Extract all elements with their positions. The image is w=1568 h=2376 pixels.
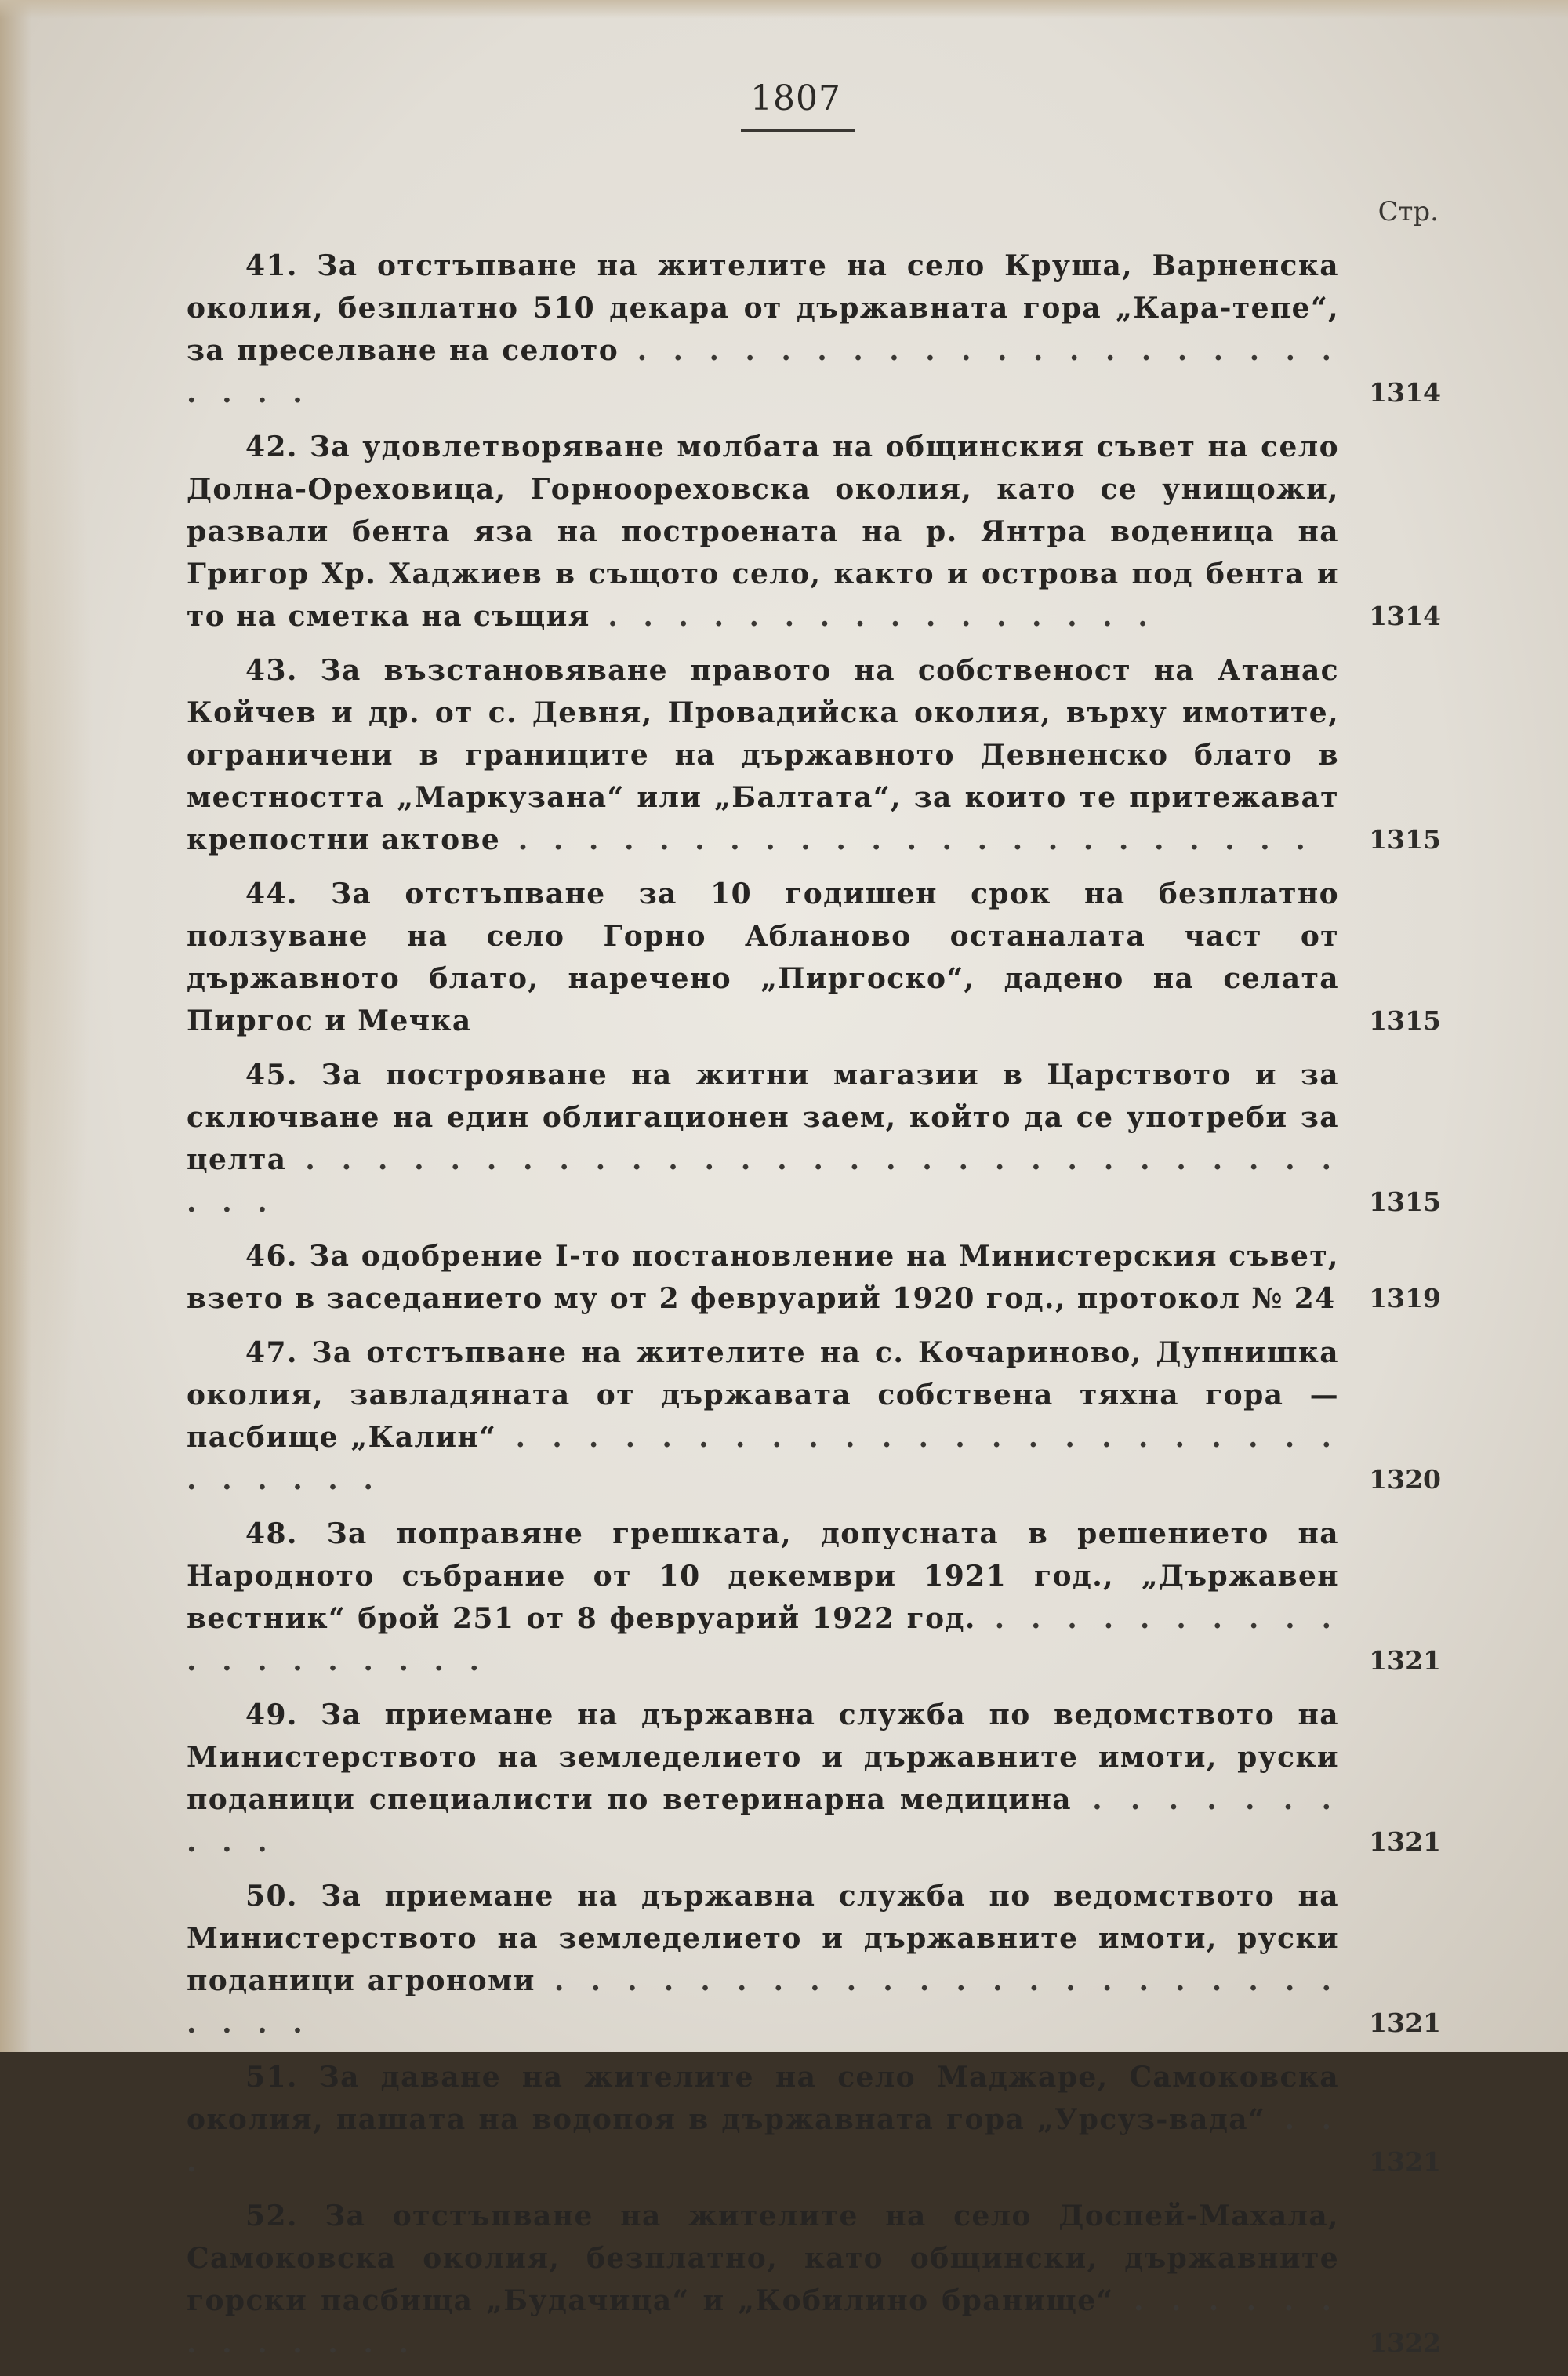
- paper-stain: [8, 94, 94, 1584]
- toc-entry-52: [187, 2195, 1441, 2364]
- toc-entry-42: [187, 426, 1441, 638]
- toc-entry-page: 1321: [1369, 1826, 1441, 1857]
- toc-entry-45: [187, 1054, 1441, 1223]
- dot-leader: . . . . . . . . . . . . . . . . . . . . . . . .: [187, 334, 1339, 409]
- toc-entry-page: 1315: [1369, 1005, 1441, 1036]
- dot-leader: . . . . . . . . . . . . . . . . . . . . . . . . . . . . .: [187, 1421, 1339, 1496]
- toc-entry-51: [187, 2056, 1441, 2183]
- toc-entry-text: 46. За одобрение I-то постановление на Министерския съвет, взето в заседанието му от 2 февруарий 1920 год., протокол № 24: [187, 1240, 1339, 1315]
- toc-entry-text: 41. За отстъпване на жителите на село Круша, Варненска околия, безплатно 510 декара от държавната гора „Кара-тепе“, за преселване на селото: [187, 249, 1339, 367]
- toc-entry-text: 44. За отстъпване за 10 годишен срок на безплатно ползуване на село Горно Абланово останалата част от държавното блато, наречено „Пиргоско“, дадено на селата Пиргос и Мечка: [187, 877, 1339, 1037]
- toc-entry-page: 1314: [1369, 601, 1441, 631]
- toc-entry-text: 42. За удовлетворяване молбата на общинския съвет на село Долна-Ореховица, Горноореховска околия, като се унищожи, развали бента яза на построената на р. Янтра воденица на Григор Хр. Хаджиев в същото село, както и острова под бента и то на сметка на същия: [187, 431, 1339, 633]
- toc-entry-43: [187, 649, 1441, 861]
- dot-leader: . . .: [187, 2103, 1340, 2178]
- table-of-contents: [187, 245, 1441, 2376]
- dot-leader: . . . . . . . . . . . . . . . . . . . . . . . . . .: [187, 1964, 1339, 2040]
- toc-entry-text: 51. За даване на жителите на село Маджаре, Самоковска околия, пашата на водопоя в държавната гора „Урсуз-вада“: [187, 2061, 1339, 2136]
- toc-entry-page: 1321: [1369, 1645, 1441, 1676]
- toc-entry-text: 48. За поправяне грешката, допусната в решението на Народното събрание от 10 декември 1921 год., „Държавен вестник“ брой 251 от 8 февруарий 1922 год.: [187, 1517, 1339, 1635]
- dot-leader: . . . . . . . . . . . . . . . . . . .: [187, 1602, 1340, 1677]
- page-number: 1807: [750, 78, 841, 118]
- dot-leader: . . . . . . . . . . . . .: [187, 2284, 1339, 2360]
- toc-entry-49: [187, 1694, 1441, 1863]
- toc-entry-text: 50. За приемане на държавна служба по ведомството на Министерството на земледелието и държавните имоти, руски поданици агрономи: [187, 1880, 1339, 1997]
- toc-entry-41: [187, 245, 1441, 414]
- dot-leader: . . . . . . . . . . . . . . . . . . . . . . .: [500, 823, 1313, 856]
- page-top-shadow: [0, 0, 1568, 19]
- toc-entry-page: 1321: [1369, 2007, 1441, 2038]
- toc-entry-46: [187, 1235, 1441, 1320]
- toc-entry-text: 49. За приемане на държавна служба по ведомството на Министерството на земледелието и държавните имоти, руски поданици специалисти по ветеринарна медицина: [187, 1698, 1339, 1816]
- toc-entry-text: 43. За възстановяване правото на собственост на Атанас Койчев и др. от с. Девня, Провадийска околия, върху имотите, ограничени в границите на държавното Девненско блато в местността „Маркузана“ или „Балтата“, за които те притежават крепостни актове: [187, 654, 1339, 856]
- toc-entry-page: 1319: [1369, 1283, 1441, 1313]
- toc-entry-48: [187, 1513, 1441, 1682]
- page-column-label: Стр.: [1377, 196, 1439, 227]
- toc-entry-page: 1321: [1369, 2146, 1441, 2177]
- toc-entry-text: 45. За построяване на житни магазии в Царството и за сключване на един облигационен заем, който да се употреби за целта: [187, 1059, 1339, 1176]
- toc-entry-text: 47. За отстъпване на жителите на с. Кочариново, Дупнишка околия, завладяната от държавата собствена тяхна гора — пасбище „Калин“: [187, 1336, 1339, 1454]
- toc-entry-page: 1315: [1369, 824, 1441, 855]
- toc-entry-page: 1320: [1369, 1464, 1441, 1495]
- toc-entry-50: [187, 1875, 1441, 2044]
- dot-leader: . . . . . . . . . . . . . . . . . . . . . . . . . . . . . . . .: [187, 1143, 1339, 1219]
- toc-entry-page: 1322: [1369, 2327, 1441, 2358]
- toc-entry-page: 1314: [1369, 377, 1441, 408]
- dot-leader: . . . . . . . . . .: [187, 1783, 1339, 1858]
- toc-entry-44: [187, 873, 1441, 1042]
- toc-entry-text: 52. За отстъпване на жителите на село Доспей-Махала, Самоковска околия, безплатно, като общински, държавните горски пасбища „Будачица“ и „Кобилино бранище“: [187, 2200, 1339, 2317]
- toc-entry-page: 1315: [1369, 1186, 1441, 1217]
- page-number-underline: [741, 129, 855, 132]
- toc-entry-47: [187, 1332, 1441, 1501]
- dot-leader: . . . . . . . . . . . . . . . .: [590, 600, 1156, 633]
